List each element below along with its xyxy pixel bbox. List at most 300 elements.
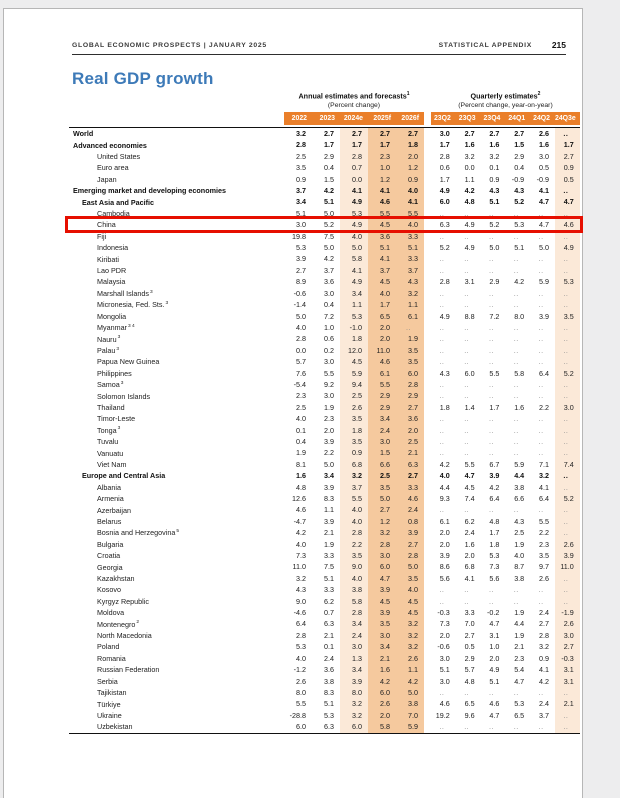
- cell-value: 1.9: [514, 630, 525, 640]
- cell-value: 5.0: [324, 243, 334, 253]
- cell-value: 6.2: [464, 516, 475, 526]
- cell-value: ..: [488, 414, 494, 424]
- cell-value: 6.4: [538, 494, 549, 503]
- row-label: Belarus: [97, 517, 122, 527]
- table-row: [69, 493, 580, 504]
- cell-value: ..: [513, 231, 519, 241]
- column-gap: [424, 345, 431, 356]
- cell-value: 3.6: [396, 413, 424, 424]
- annual-group-subtitle: (Percent change): [327, 102, 381, 110]
- row-label: Armenia: [97, 494, 124, 504]
- cell-value: 2.7: [340, 128, 368, 139]
- cell-value: 2.8: [296, 630, 306, 640]
- table-row: [69, 231, 580, 242]
- cell-value: ..: [513, 425, 519, 435]
- table-row: [69, 607, 580, 618]
- cell-value: 6.0: [368, 687, 396, 698]
- table-row: [69, 402, 580, 413]
- table-row: [69, 174, 580, 185]
- row-label: Serbia: [97, 676, 118, 686]
- cell-value: 1.6: [538, 140, 549, 150]
- quarterly-column-headers: [431, 112, 580, 125]
- row-label: Viet Nam: [97, 459, 127, 469]
- table-row: [69, 618, 580, 629]
- cell-value: ..: [464, 425, 470, 435]
- cell-value: ..: [464, 334, 470, 344]
- table-row: [69, 379, 580, 390]
- cell-value: 4.7: [489, 619, 500, 629]
- cell-value: 3.7: [368, 265, 396, 276]
- cell-value: 1.6: [296, 471, 306, 481]
- cell-value: ..: [488, 345, 494, 355]
- cell-value: ..: [555, 470, 580, 481]
- column-gap: [424, 162, 431, 173]
- cell-value: 8.0: [296, 687, 306, 697]
- cell-value: 2.6: [538, 129, 549, 138]
- column-header: 23Q4: [483, 115, 501, 122]
- cell-value: ..: [464, 231, 470, 241]
- cell-value: ..: [538, 208, 544, 218]
- row-label: Mongolia: [97, 311, 127, 321]
- cell-value: ..: [439, 288, 445, 298]
- column-gap: [424, 413, 431, 424]
- cell-value: 6.0: [368, 561, 396, 572]
- cell-value: ..: [555, 425, 580, 436]
- cell-value: 1.8: [489, 539, 500, 549]
- table-row: [69, 151, 580, 162]
- cell-value: 5.5: [296, 699, 306, 709]
- cell-value: 4.7: [514, 676, 525, 686]
- cell-value: ..: [555, 253, 580, 264]
- cell-value: 4.3: [439, 368, 450, 378]
- cell-value: 4.1: [396, 196, 424, 207]
- cell-value: ..: [513, 254, 519, 264]
- cell-value: 2.7: [555, 641, 580, 652]
- row-label: Azerbaijan: [97, 505, 131, 515]
- cell-value: ..: [464, 300, 470, 310]
- cell-value: ..: [513, 687, 519, 697]
- cell-value: 3.5: [396, 356, 424, 367]
- column-gap: [424, 436, 431, 447]
- cell-value: 6.4: [489, 494, 500, 503]
- cell-value: 5.1: [368, 242, 396, 253]
- cell-value: ..: [555, 516, 580, 527]
- cell-value: 3.5: [368, 482, 396, 493]
- row-label: Lao PDR: [97, 266, 127, 276]
- cell-value: 5.2: [555, 368, 580, 379]
- table-row: [69, 698, 580, 709]
- cell-value: 3.9: [340, 676, 368, 687]
- cell-value: 2.7: [396, 128, 424, 139]
- cell-value: 6.5: [514, 710, 525, 720]
- cell-value: ..: [555, 265, 580, 276]
- cell-value: 7.3: [296, 551, 306, 561]
- cell-value: 5.8: [514, 368, 525, 378]
- cell-value: ..: [439, 254, 445, 264]
- row-label: Tuvalu: [97, 437, 119, 447]
- cell-value: 6.3: [324, 619, 334, 629]
- cell-value: 3.4: [296, 197, 306, 207]
- cell-value: 3.5: [340, 436, 368, 447]
- cell-value: 4.6: [296, 505, 306, 515]
- cell-value: ..: [464, 687, 470, 697]
- cell-value: 4.9: [464, 220, 475, 230]
- cell-value: -0.6: [293, 288, 306, 298]
- row-label: Myanmar$^{3 4}$: [97, 323, 135, 333]
- cell-value: 3.5: [396, 345, 424, 356]
- cell-value: ..: [464, 436, 470, 446]
- column-header: 2022: [291, 115, 307, 122]
- cell-value: 3.3: [396, 231, 424, 242]
- annual-group-label: Annual estimates and forecasts: [298, 91, 407, 101]
- column-gap: [424, 368, 431, 379]
- cell-value: 3.2: [296, 573, 306, 583]
- cell-value: 2.0: [324, 425, 334, 435]
- cell-value: 3.3: [324, 551, 334, 561]
- cell-value: 5.3: [514, 220, 525, 230]
- cell-value: 12.6: [292, 494, 306, 503]
- cell-value: 3.4: [340, 288, 368, 299]
- cell-value: ..: [439, 414, 445, 424]
- column-gap: [424, 687, 431, 698]
- cell-value: 3.9: [324, 516, 334, 526]
- column-gap: [424, 482, 431, 493]
- column-gap: [424, 151, 431, 162]
- cell-value: ..: [396, 322, 424, 333]
- column-gap: [424, 139, 431, 150]
- table-row: [69, 539, 580, 550]
- cell-value: ..: [513, 596, 519, 606]
- cell-value: 4.4: [514, 619, 525, 629]
- cell-value: ..: [464, 585, 470, 595]
- cell-value: 5.5: [324, 368, 334, 378]
- cell-value: 2.8: [340, 151, 368, 162]
- cell-value: 2.8: [439, 151, 450, 161]
- column-gap: [424, 527, 431, 538]
- row-label: Kiribati: [97, 254, 119, 264]
- cell-value: ..: [555, 288, 580, 299]
- row-label: Cambodia: [97, 209, 130, 219]
- cell-value: 4.8: [464, 197, 475, 207]
- cell-value: ..: [538, 391, 544, 401]
- cell-value: ..: [555, 322, 580, 333]
- cell-value: 4.9: [555, 242, 580, 253]
- cell-value: ..: [555, 185, 580, 196]
- cell-value: 3.8: [514, 573, 525, 583]
- cell-value: 3.7: [340, 482, 368, 493]
- cell-value: -5.4: [293, 379, 306, 389]
- column-gap: [424, 539, 431, 550]
- column-header: 2025f: [373, 115, 391, 122]
- cell-value: 4.9: [340, 196, 368, 207]
- cell-value: ..: [538, 379, 544, 389]
- table-row: [69, 630, 580, 641]
- cell-value: 4.0: [439, 471, 450, 481]
- cell-value: ..: [555, 128, 580, 139]
- column-gap: [424, 379, 431, 390]
- row-label: Bosnia and Herzegovina$^5$: [97, 528, 179, 538]
- table-row: [69, 333, 580, 344]
- cell-value: ..: [513, 288, 519, 298]
- cell-value: 0.0: [464, 163, 475, 173]
- cell-value: 1.7: [324, 140, 334, 150]
- cell-value: ..: [439, 322, 445, 332]
- column-gap: [424, 596, 431, 607]
- cell-value: 2.9: [489, 277, 500, 287]
- cell-value: 4.5: [368, 596, 396, 607]
- cell-value: 4.5: [368, 276, 396, 287]
- cell-value: 2.8: [368, 539, 396, 550]
- row-label: Ukraine: [97, 710, 122, 720]
- cell-value: ..: [513, 334, 519, 344]
- row-label: North Macedonia: [97, 631, 152, 641]
- cell-value: 2.9: [324, 151, 334, 161]
- cell-value: 4.2: [324, 254, 334, 264]
- cell-value: 4.7: [489, 710, 500, 720]
- cell-value: ..: [488, 208, 494, 218]
- cell-value: 6.7: [489, 459, 500, 469]
- cell-value: 4.0: [396, 584, 424, 595]
- row-label: Croatia: [97, 551, 121, 561]
- row-label: Papua New Guinea: [97, 357, 160, 367]
- cell-value: 4.2: [324, 186, 334, 196]
- cell-value: 0.1: [324, 642, 334, 652]
- cell-value: ..: [555, 584, 580, 595]
- cell-value: 3.9: [555, 550, 580, 561]
- cell-value: 5.1: [439, 665, 450, 675]
- cell-value: 7.0: [464, 619, 475, 629]
- cell-value: 4.0: [296, 653, 306, 663]
- cell-value: 4.5: [340, 356, 368, 367]
- cell-value: ..: [538, 722, 544, 732]
- column-gap: [424, 721, 431, 732]
- cell-value: 3.6: [368, 231, 396, 242]
- cell-value: 3.8: [396, 698, 424, 709]
- cell-value: 2.7: [538, 619, 549, 629]
- cell-value: 3.6: [324, 277, 334, 287]
- cell-value: ..: [488, 254, 494, 264]
- table-row: [69, 265, 580, 276]
- cell-value: 4.0: [340, 231, 368, 242]
- table-row: [69, 584, 580, 595]
- cell-value: 5.5: [340, 493, 368, 504]
- table-row: [69, 219, 580, 230]
- cell-value: ..: [439, 436, 445, 446]
- cell-value: 1.8: [340, 333, 368, 344]
- column-gap: [424, 618, 431, 629]
- cell-value: 3.4: [340, 664, 368, 675]
- cell-value: ..: [555, 231, 580, 242]
- cell-value: ..: [538, 425, 544, 435]
- document-page: [3, 8, 583, 798]
- table-row: [69, 413, 580, 424]
- cell-value: 1.9: [396, 333, 424, 344]
- cell-value: 3.2: [368, 527, 396, 538]
- cell-value: 3.0: [555, 630, 580, 641]
- cell-value: 3.3: [396, 482, 424, 493]
- cell-value: ..: [513, 505, 519, 515]
- cell-value: 4.9: [340, 276, 368, 287]
- cell-value: ..: [513, 322, 519, 332]
- cell-value: ..: [439, 505, 445, 515]
- cell-value: 4.2: [489, 482, 500, 492]
- cell-value: 1.7: [368, 139, 396, 150]
- cell-value: ..: [488, 687, 494, 697]
- cell-value: 6.0: [340, 721, 368, 732]
- cell-value: 4.7: [555, 196, 580, 207]
- cell-value: 3.9: [368, 607, 396, 618]
- cell-value: 2.5: [514, 528, 525, 538]
- cell-value: 3.0: [439, 129, 450, 138]
- cell-value: 5.0: [340, 242, 368, 253]
- cell-value: 6.1: [396, 311, 424, 322]
- cell-value: ..: [538, 505, 544, 515]
- cell-value: -0.9: [511, 174, 525, 184]
- cell-value: ..: [439, 300, 445, 310]
- cell-value: ..: [513, 722, 519, 732]
- column-gap: [424, 550, 431, 561]
- cell-value: 3.2: [396, 618, 424, 629]
- cell-value: 8.7: [514, 562, 525, 572]
- cell-value: 2.7: [489, 129, 500, 138]
- cell-value: 3.9: [489, 471, 500, 481]
- cell-value: 2.9: [514, 151, 525, 161]
- table-row: [69, 664, 580, 675]
- cell-value: 1.2: [368, 516, 396, 527]
- cell-value: ..: [538, 265, 544, 275]
- cell-value: 6.4: [296, 619, 306, 629]
- row-label: Uzbekistan: [97, 722, 133, 732]
- cell-value: 6.0: [396, 368, 424, 379]
- column-gap: [424, 265, 431, 276]
- cell-value: 3.0: [296, 220, 306, 230]
- cell-value: 5.1: [489, 676, 500, 686]
- cell-value: -1.2: [293, 665, 306, 675]
- running-header: [72, 39, 566, 55]
- cell-value: 4.0: [340, 516, 368, 527]
- cell-value: 0.4: [324, 163, 334, 173]
- column-gap: [424, 128, 431, 139]
- cell-value: 11.0: [555, 561, 580, 572]
- row-label: Russian Federation: [97, 665, 160, 675]
- cell-value: 2.6: [368, 698, 396, 709]
- cell-value: 5.7: [464, 665, 475, 675]
- cell-value: 1.7: [368, 299, 396, 310]
- cell-value: 6.5: [464, 699, 475, 709]
- cell-value: ..: [464, 288, 470, 298]
- cell-value: 3.4: [324, 471, 334, 481]
- column-gap: [424, 196, 431, 207]
- cell-value: ..: [555, 390, 580, 401]
- cell-value: ..: [538, 288, 544, 298]
- table-row: [69, 356, 580, 367]
- column-gap: [424, 185, 431, 196]
- cell-value: 0.4: [514, 163, 525, 173]
- cell-value: ..: [538, 322, 544, 332]
- cell-value: ..: [538, 300, 544, 310]
- cell-value: ..: [464, 265, 470, 275]
- table-row: [69, 459, 580, 470]
- column-gap: [424, 710, 431, 721]
- table-row: [69, 470, 580, 481]
- cell-value: -0.3: [555, 653, 580, 664]
- cell-value: 4.2: [538, 676, 549, 686]
- row-label: Thailand: [97, 402, 125, 412]
- cell-value: 8.6: [439, 562, 450, 572]
- table-row: [69, 482, 580, 493]
- cell-value: 4.1: [464, 573, 475, 583]
- cell-value: ..: [488, 357, 494, 367]
- cell-value: 6.4: [538, 368, 549, 378]
- cell-value: 4.0: [296, 539, 306, 549]
- cell-value: ..: [439, 687, 445, 697]
- column-gap: [424, 242, 431, 253]
- cell-value: 4.2: [368, 676, 396, 687]
- row-label: Europe and Central Asia: [82, 471, 166, 481]
- cell-value: 3.0: [368, 436, 396, 447]
- cell-value: ..: [538, 448, 544, 458]
- row-label: Romania: [97, 653, 126, 663]
- cell-value: ..: [439, 357, 445, 367]
- row-label: Philippines: [97, 368, 132, 378]
- cell-value: ..: [439, 722, 445, 732]
- cell-value: ..: [538, 596, 544, 606]
- cell-value: 1.9: [296, 448, 306, 458]
- cell-value: 1.1: [464, 174, 475, 184]
- cell-value: 6.6: [368, 459, 396, 470]
- cell-value: 3.2: [538, 471, 549, 481]
- cell-value: ..: [555, 379, 580, 390]
- column-gap: [424, 641, 431, 652]
- cell-value: 2.2: [324, 448, 334, 458]
- cell-value: 4.2: [396, 676, 424, 687]
- cell-value: 2.0: [368, 333, 396, 344]
- cell-value: 5.5: [396, 208, 424, 219]
- cell-value: 2.7: [514, 129, 525, 138]
- table-row: [69, 447, 580, 458]
- column-gap: [424, 493, 431, 504]
- row-label: Montenegro$^2$: [97, 619, 140, 629]
- cell-value: 9.0: [296, 596, 306, 606]
- row-label: Palau$^3$: [97, 345, 120, 355]
- row-label: Timor-Leste: [97, 414, 136, 424]
- cell-value: ..: [555, 413, 580, 424]
- cell-value: ..: [555, 436, 580, 447]
- cell-value: 5.1: [296, 208, 306, 218]
- cell-value: ..: [538, 231, 544, 241]
- row-label: Poland: [97, 642, 120, 652]
- report-title: GLOBAL ECONOMIC PROSPECTS | JANUARY 2025: [72, 42, 267, 49]
- cell-value: 2.9: [464, 653, 475, 663]
- column-gap: [424, 402, 431, 413]
- cell-value: -4.7: [293, 516, 306, 526]
- cell-value: 5.5: [464, 459, 475, 469]
- cell-value: 1.3: [340, 653, 368, 664]
- cell-value: 4.0: [396, 185, 424, 196]
- cell-value: 3.2: [489, 151, 500, 161]
- cell-value: 3.4: [340, 618, 368, 629]
- row-label: Micronesia, Fed. Sts.$^3$: [97, 300, 169, 310]
- cell-value: 4.9: [489, 665, 500, 675]
- cell-value: 1.1: [324, 505, 334, 515]
- cell-value: 6.1: [368, 368, 396, 379]
- cell-value: 1.5: [368, 447, 396, 458]
- cell-value: 2.6: [555, 618, 580, 629]
- cell-value: 5.0: [324, 459, 334, 469]
- cell-value: 2.0: [439, 528, 450, 538]
- cell-value: 3.0: [368, 550, 396, 561]
- row-label: Türkiye: [97, 699, 121, 709]
